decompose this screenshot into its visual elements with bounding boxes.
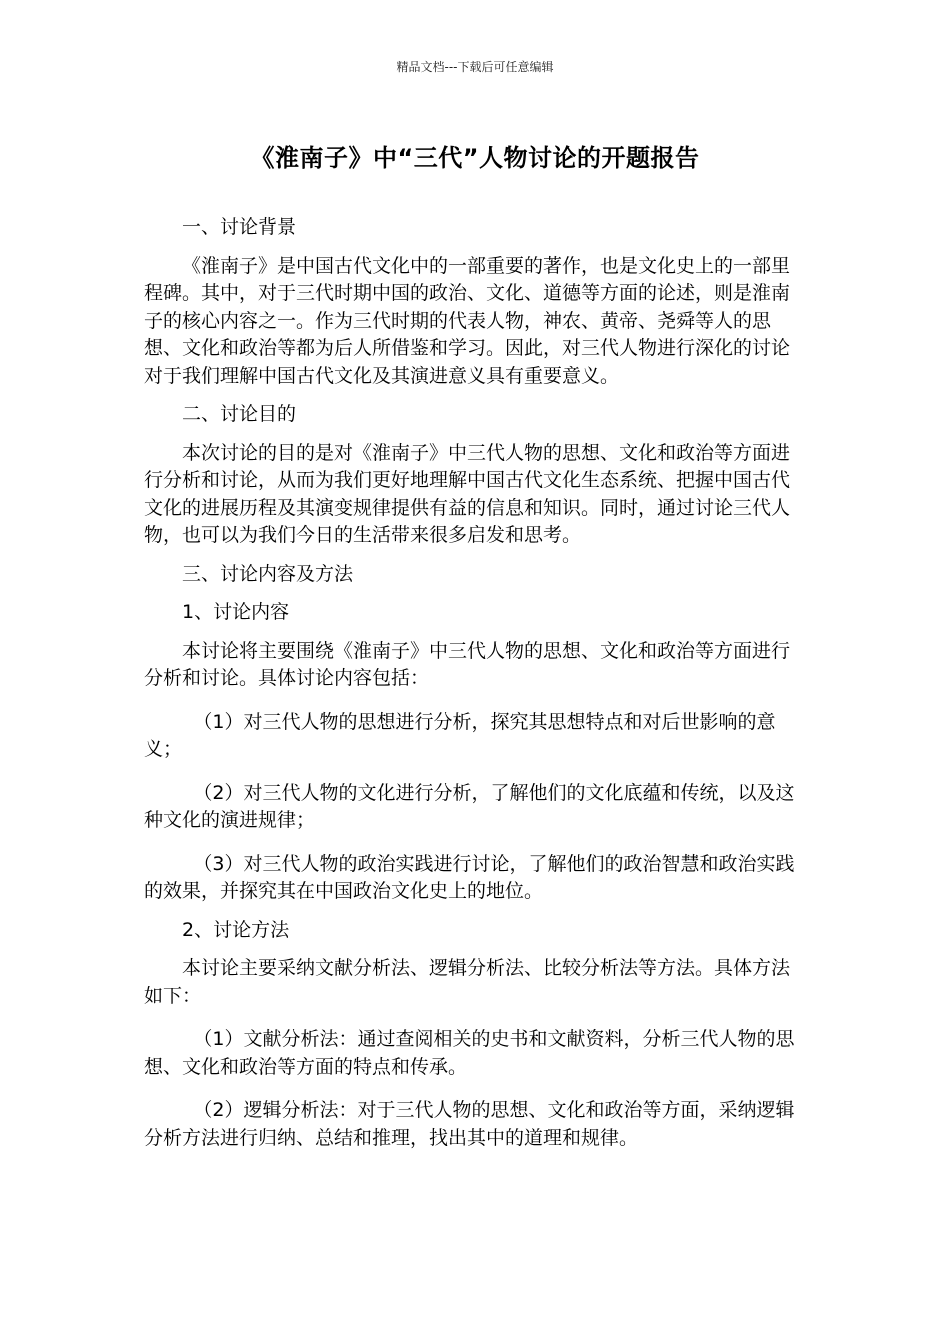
purpose-paragraph: 本次讨论的目的是对《淮南子》中三代人物的思想、文化和政治等方面进行分析和讨论，从而为我们更好地理解中国古代文化生态系统、把握中国古代文化的进展历程及其演变规律提供有益的信息和知识。同时，通过讨论三代人物，也可以为我们今日的生活带来很多启发和思考。 [144,441,791,546]
subsection-heading-method: 2、讨论方法 [182,918,290,941]
method-item-2: （2）逻辑分析法：对于三代人物的思想、文化和政治等方面，采纳逻辑分析方法进行归纳、总结和推理，找出其中的道理和规律。 [144,1099,795,1149]
section-heading-content-method: 三、讨论内容及方法 [182,562,354,585]
page-header: 精品文档---下载后可任意编辑 [396,60,554,74]
content-paragraph: 本讨论将主要围绕《淮南子》中三代人物的思想、文化和政治等方面进行分析和讨论。具体讨论内容包括： [144,639,791,689]
background-paragraph: 《淮南子》是中国古代文化中的一部重要的著作，也是文化史上的一部里程碑。其中，对于三代时期中国的政治、文化、道德等方面的论述，则是淮南子的核心内容之一。作为三代时期的代表人物，神农、黄帝、尧舜等人的思想、文化和政治等都为后人所借鉴和学习。因此，对三代人物进行深化的讨论对于我们理解中国古代文化及其演进意义具有重要意义。 [144,254,791,387]
section-heading-background: 一、讨论背景 [182,216,297,238]
document-title: 《淮南子》中“三代”人物讨论的开题报告 [250,144,700,172]
document-body [144,214,806,1168]
content-item-2: （2）对三代人物的文化进行分析，了解他们的文化底蕴和传统，以及这种文化的演进规律； [144,781,795,831]
method-item-1: （1）文献分析法：通过查阅相关的史书和文献资料，分析三代人物的思想、文化和政治等方面的特点和传承。 [144,1028,795,1078]
content-item-1: （1）对三代人物的思想进行分析，探究其思想特点和对后世影响的意义； [144,710,776,760]
section-heading-purpose: 二、讨论目的 [182,403,297,425]
method-paragraph: 本讨论主要采纳文献分析法、逻辑分析法、比较分析法等方法。具体方法如下： [144,957,791,1007]
content-item-3: （3）对三代人物的政治实践进行讨论，了解他们的政治智慧和政治实践的效果，并探究其在中国政治文化史上的地位。 [144,852,795,902]
subsection-heading-content: 1、讨论内容 [182,601,290,623]
